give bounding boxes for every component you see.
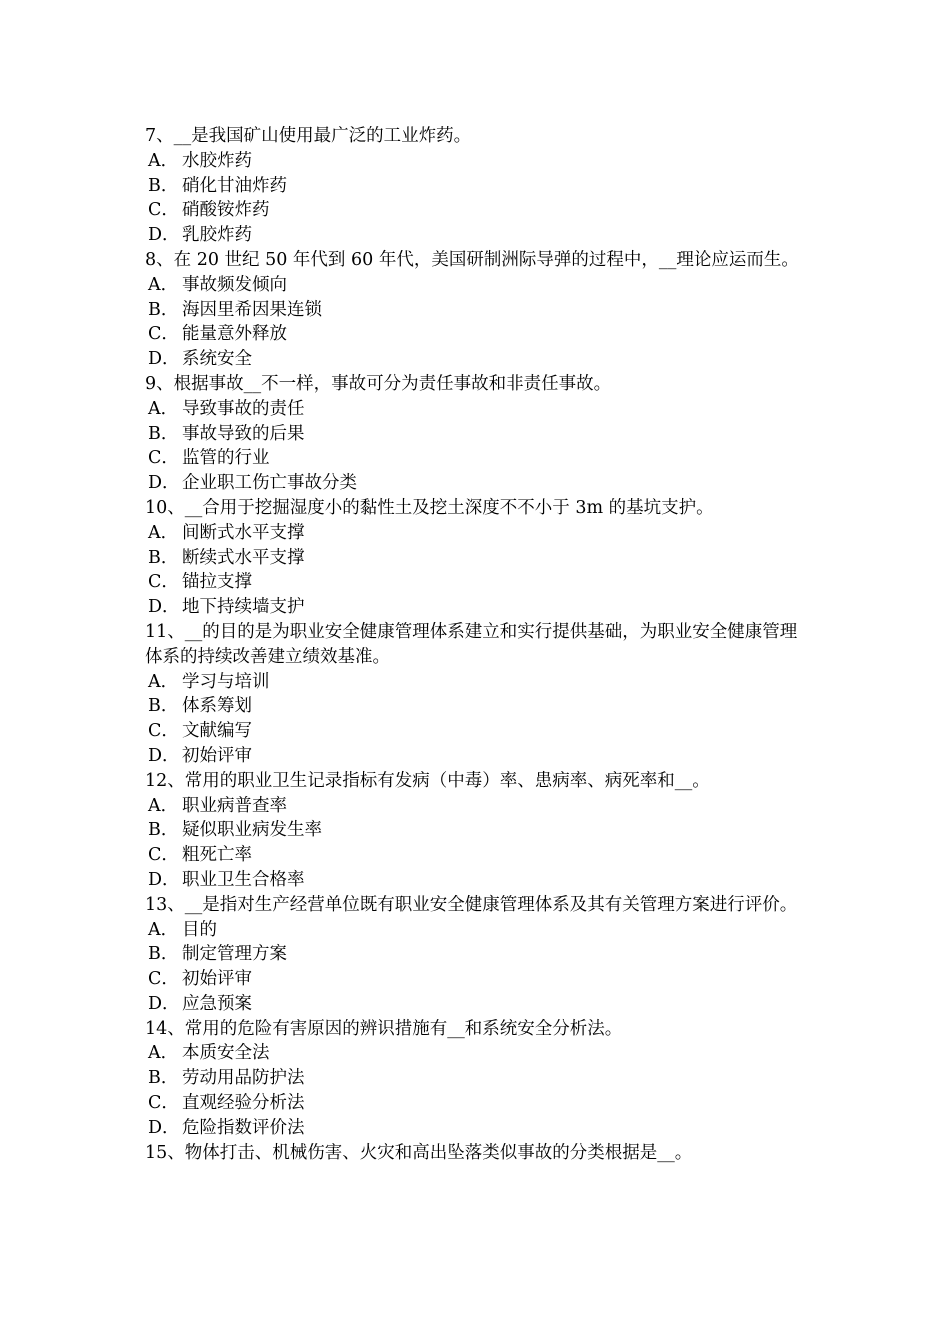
option-a [145,670,810,695]
option-text: 地下持续墙支护 [182,597,305,618]
question-text: 7、__是我国矿山使用最广泛的工业炸药。 [145,126,472,146]
option-c [145,1091,810,1116]
option-letter: D． [148,473,180,494]
option-letter: D． [148,349,180,370]
option-c [145,446,810,471]
option-letter: C． [148,572,179,593]
option-letter: D． [148,869,180,890]
option-c [145,967,810,992]
option-b [145,174,810,199]
option-letter: D． [148,225,180,246]
option-d [145,744,810,769]
option-text: 直观经验分析法 [182,1093,305,1114]
question-15 [145,1141,810,1166]
option-text: 企业职工伤亡事故分类 [182,473,357,494]
option-text: 学习与培训 [182,671,270,692]
option-text: 初始评审 [182,969,252,990]
option-d [145,347,810,372]
option-d [145,1116,810,1141]
option-text: 职业病普查率 [182,795,287,816]
option-a [145,918,810,943]
option-letter: B． [148,1068,179,1089]
option-b [145,818,810,843]
option-c [145,198,810,223]
question-text: 12、常用的职业卫生记录指标有发病（中毒）率、患病率、病死率和__。 [145,770,710,791]
option-letter: A． [148,795,179,816]
question-text: 10、__合用于挖掘湿度小的黏性土及挖土深度不不小于 3m 的基坑支护。 [145,497,714,518]
option-text: 间断式水平支撑 [182,522,305,543]
document-page [145,124,810,1165]
option-text: 系统安全 [182,349,252,370]
option-b [145,942,810,967]
option-c [145,719,810,744]
option-letter: A． [148,150,179,171]
option-letter: C． [148,721,179,742]
option-letter: D． [148,597,180,618]
option-letter: C． [148,448,179,469]
option-text: 锚拉支撑 [182,572,252,593]
option-d [145,595,810,620]
option-text: 本质安全法 [182,1043,270,1064]
option-letter: B． [148,944,179,965]
question-text: 9、根据事故__不一样，事故可分为责任事故和非责任事故。 [145,373,612,394]
question-11 [145,620,810,769]
option-letter: C． [148,324,179,345]
option-text: 监管的行业 [182,448,270,469]
option-a [145,794,810,819]
question-text: 14、常用的危险有害原因的辨识措施有__和系统安全分析法。 [145,1018,623,1039]
option-letter: B． [148,423,179,444]
option-text: 职业卫生合格率 [182,869,305,890]
option-text: 疑似职业病发生率 [182,820,322,841]
option-text: 硝酸铵炸药 [182,200,270,221]
question-9 [145,372,810,496]
question-text: 8、在 20 世纪 50 年代到 60 年代，美国研制洲际导弹的过程中，__理论应运而生。 [145,249,799,270]
option-b [145,1066,810,1091]
option-text: 制定管理方案 [182,944,287,965]
option-text: 断续式水平支撑 [182,547,305,568]
option-d [145,868,810,893]
option-c [145,843,810,868]
option-b [145,546,810,571]
question-8 [145,248,810,372]
question-12 [145,769,810,893]
option-text: 事故频发倾向 [182,274,287,295]
option-text: 水胶炸药 [182,150,252,171]
question-10 [145,496,810,620]
option-text: 体系筹划 [182,696,252,717]
option-letter: B． [148,299,179,320]
option-text: 事故导致的后果 [182,423,305,444]
question-14 [145,1017,810,1141]
option-letter: A． [148,522,179,543]
option-a [145,273,810,298]
option-letter: C． [148,845,179,866]
option-letter: A． [148,398,179,419]
question-text: 13、__是指对生产经营单位既有职业安全健康管理体系及其有关管理方案进行评价。 [145,894,798,915]
option-letter: C． [148,200,179,221]
option-text: 海因里希因果连锁 [182,299,322,320]
option-text: 初始评审 [182,745,252,766]
option-letter: C． [148,969,179,990]
option-d [145,223,810,248]
option-letter: B． [148,547,179,568]
option-letter: A． [148,919,179,940]
option-text: 危险指数评价法 [182,1117,305,1138]
option-letter: D． [148,1117,180,1138]
option-letter: A． [148,671,179,692]
option-text: 能量意外释放 [182,324,287,345]
option-letter: D． [148,993,180,1014]
question-13 [145,893,810,1017]
option-b [145,694,810,719]
option-a [145,521,810,546]
question-text: 15、物体打击、机械伤害、火灾和高出坠落类似事故的分类根据是__。 [145,1142,693,1163]
option-d [145,992,810,1017]
option-text: 乳胶炸药 [182,225,252,246]
option-text: 文献编写 [182,721,252,742]
option-a [145,1041,810,1066]
option-a [145,149,810,174]
option-letter: D． [148,745,180,766]
option-a [145,397,810,422]
option-letter: A． [148,1043,179,1064]
option-c [145,570,810,595]
option-letter: A． [148,274,179,295]
option-letter: B． [148,175,179,196]
question-text: 11、__的目的是为职业安全健康管理体系建立和实行提供基础，为职业安全健康管理体系的持续改善建立绩效基准。 [145,621,798,667]
option-text: 导致事故的责任 [182,398,305,419]
option-d [145,471,810,496]
option-letter: B． [148,696,179,717]
option-letter: B． [148,820,179,841]
option-b [145,298,810,323]
option-text: 应急预案 [182,993,252,1014]
question-7 [145,124,810,248]
option-text: 劳动用品防护法 [182,1068,305,1089]
option-letter: C． [148,1093,179,1114]
option-text: 目的 [182,919,217,940]
option-c [145,322,810,347]
option-text: 硝化甘油炸药 [182,175,287,196]
option-text: 粗死亡率 [182,845,252,866]
option-b [145,422,810,447]
